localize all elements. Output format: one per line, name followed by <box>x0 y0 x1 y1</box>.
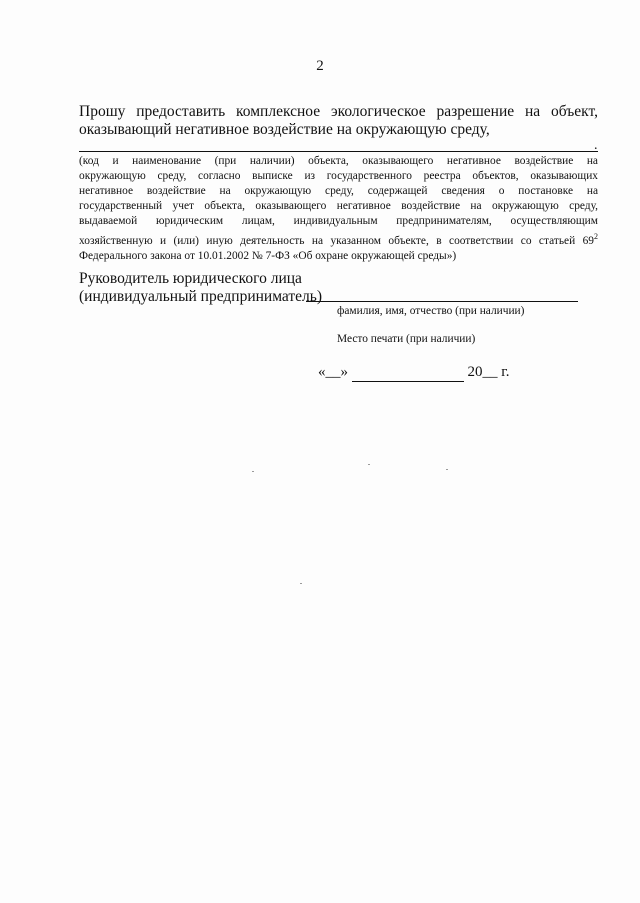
caption-line-3: негативное воздействие на окружающую среду, содержащей сведения о постановке на <box>79 185 598 198</box>
date-year-prefix: 20 <box>467 364 483 380</box>
caption-line-4: государственный учет объекта, оказывающего негативное воздействие на окружающую среду, <box>79 200 598 213</box>
caption-line-2: окружающую среду, согласно выписке из государственного реестра объектов, оказывающих <box>79 170 598 183</box>
signatory-label-line-2: (индивидуальный предприниматель) <box>79 288 323 305</box>
request-text-line-2: оказывающий негативное воздействие на окружающую среду, <box>79 121 490 138</box>
date-open-quote: « <box>318 364 326 380</box>
request-text-line-1: Прошу предоставить комплексное экологическое разрешение на объект, <box>79 103 598 120</box>
date-year-blank: __ <box>482 364 498 380</box>
date-row <box>318 364 509 382</box>
page-number: 2 <box>316 58 324 74</box>
caption-line-7: Федерального закона от 10.01.2002 № 7-ФЗ «Об охране окружающей среды») <box>79 250 457 263</box>
object-name-blank-line <box>79 151 598 152</box>
caption-line-5: выдаваемой юридическим лицам, индивидуальным предпринимателям, осуществляющим <box>79 215 598 228</box>
date-close-quote: » <box>340 364 348 380</box>
object-field-caption <box>79 154 598 264</box>
signatory-name-blank-line <box>306 301 578 302</box>
caption-line-1: (код и наименование (при наличии) объекта, оказывающего негативное воздействие на <box>79 155 598 167</box>
signatory-label-line-1: Руководитель юридического лица <box>79 270 302 287</box>
caption-line-6-wrap <box>79 229 598 249</box>
object-line-period: . <box>594 138 598 153</box>
date-year-suffix: г. <box>501 364 510 380</box>
date-day-blank: __ <box>325 364 341 380</box>
footnote-superscript: 2 <box>594 232 598 242</box>
fio-caption: фамилия, имя, отчество (при наличии) <box>337 305 525 317</box>
caption-line-6: хозяйственную и (или) иную деятельность на указанном объекте, в соответствии со статьей 69 <box>79 235 594 248</box>
date-month-blank-line <box>352 364 464 382</box>
stamp-caption: Место печати (при наличии) <box>337 333 476 345</box>
